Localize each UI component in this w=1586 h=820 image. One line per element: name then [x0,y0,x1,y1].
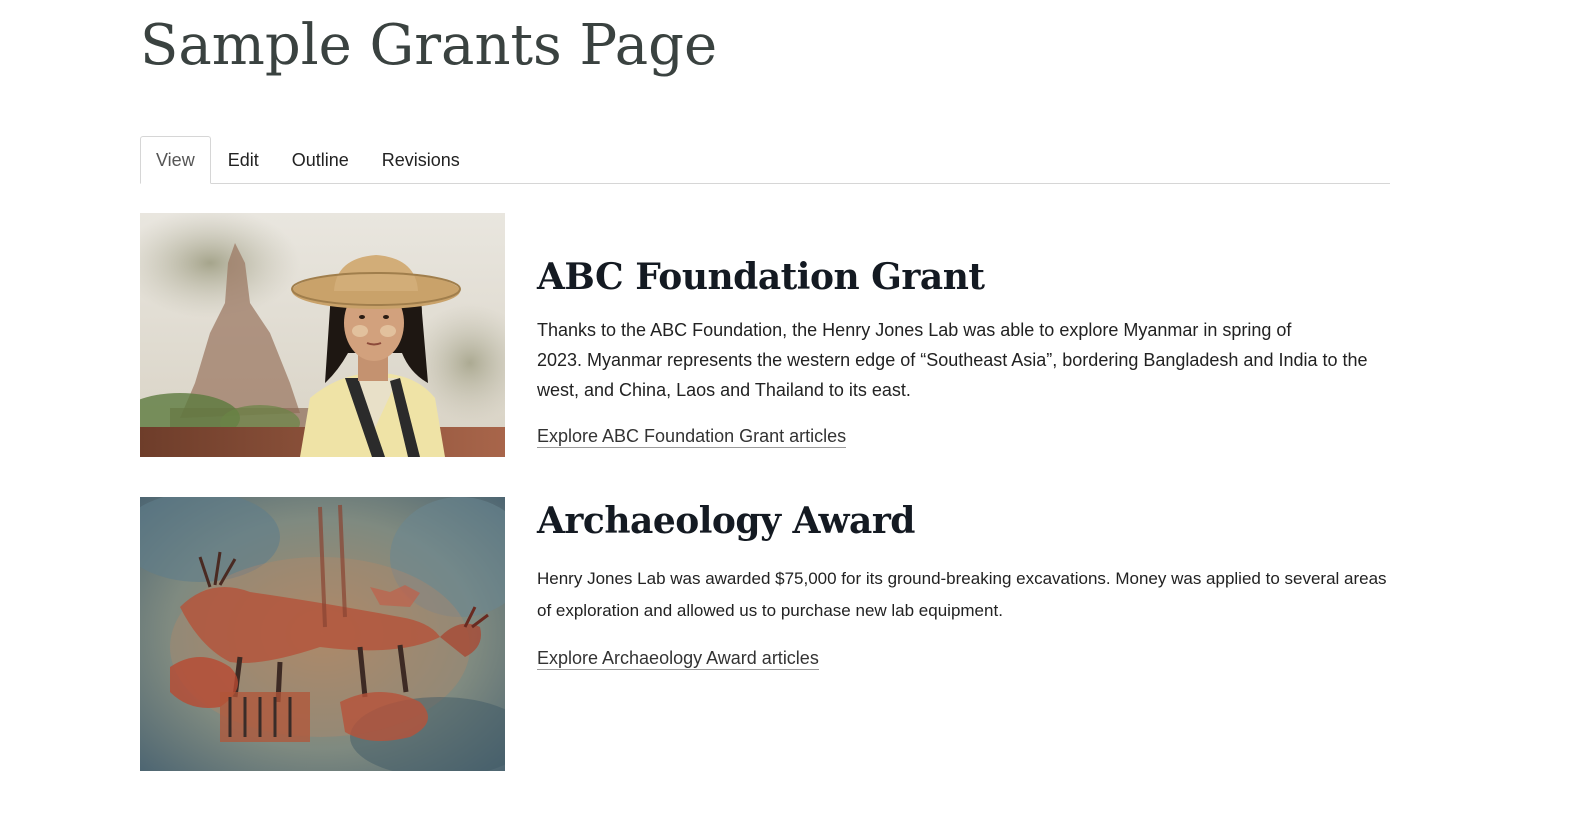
grant-content [537,255,1392,448]
tab-edit[interactable]: Edit [227,149,259,170]
grant-content [537,499,1392,670]
grant-title: ABC Foundation Grant [537,256,985,298]
grant-description-line1: Thanks to the ABC Foundation, the Henry Jones Lab was able to explore Myanmar in spring of [537,320,1292,340]
grant-description [537,315,1368,405]
grant-description-rest: 2023. Myanmar represents the western edge of “Southeast Asia”, bordering Bangladesh and India to the west, and China, Laos and Thailand to its east. [537,350,1368,400]
tab-outline[interactable]: Outline [291,149,349,170]
grant-image-woman-straw-hat[interactable] [140,213,505,457]
tab-revisions[interactable]: Revisions [381,149,460,170]
grant-image-cave-painting[interactable] [140,497,505,771]
explore-grant-link[interactable]: Explore ABC Foundation Grant articles [537,426,847,446]
grant-description: Henry Jones Lab was awarded $75,000 for its ground-breaking excavations. Money was applied to several areas of exploration and allowed us to purchase new lab equipment. [537,569,1387,620]
grant-card [140,213,1390,457]
grant-title: Archaeology Award [537,500,915,542]
explore-grant-link[interactable]: Explore Archaeology Award articles [537,648,819,668]
tab-view[interactable]: View [140,136,211,184]
page-title: Sample Grants Page [140,13,718,78]
grant-card [140,497,1390,771]
local-tasks-tabs [140,136,1390,184]
